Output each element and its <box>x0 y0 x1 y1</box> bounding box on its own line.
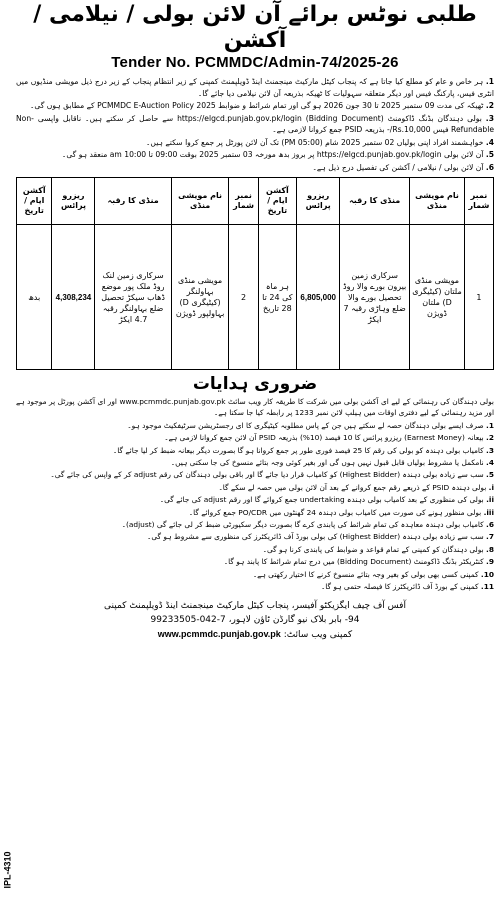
note-item <box>16 519 494 530</box>
paragraph-text: بولی دہندگان بڈنگ ڈاکومنٹ (Bidding Document) https://elgcd.punjab.gov.pk/login سے حاصل کر سکتے ہیں۔ ناقابل واپسی Non-Refundable فیس Rs.10,000/- بذریعہ PSID جمع کروانا لازمی ہے۔ <box>16 113 494 134</box>
note-number: 8. <box>486 544 494 554</box>
note-item <box>16 420 494 431</box>
table-header-cell: نمبر شمار <box>464 178 493 225</box>
note-text: بیعانہ (Earnest Money) ریزرو پرائس کا 10 فیصد (10%) بذریعہ PSID آن لائن جمع کروانا لازمی ہے۔ <box>164 433 484 443</box>
intro-paragraph <box>16 113 494 136</box>
note-number: 7. <box>486 532 494 542</box>
table-cell: 2 <box>229 225 258 370</box>
note-number: i. <box>488 482 494 492</box>
table-row <box>17 225 494 370</box>
paragraph-number: 4. <box>485 137 494 147</box>
note-number: 4. <box>486 458 494 468</box>
table-cell: 6,805,000 <box>297 225 340 370</box>
footer-address: 94- بابر بلاک نیو گارڈن ٹاؤن لاہور، 7-042-99233505 <box>150 614 360 625</box>
table-cell: مویشی منڈی ملتان (کیٹیگری D) ملتان ڈویژن <box>410 225 465 370</box>
table-header-cell: منڈی کا رقبہ <box>340 178 410 225</box>
paragraph-text: آن لائن بولی / نیلامی / آکشن کی تفصیل درج ذیل ہے۔ <box>312 162 484 172</box>
note-item <box>16 432 494 443</box>
table-cell: بدھ <box>17 225 52 370</box>
footer-office: آفس آف چیف ایگزیکٹو آفیسر، پنجاب کیٹل مارکیٹ مینجمنٹ اینڈ ڈویلپمنٹ کمپنی <box>104 600 406 611</box>
table-cell: ہر ماہ کی 24 تا 28 تاریخ <box>258 225 297 370</box>
note-number: iii. <box>483 507 494 517</box>
note-item <box>16 507 494 518</box>
table-header-cell: آکشن ایام / تاریخ <box>258 178 297 225</box>
auction-table <box>16 177 494 370</box>
footer-website-link[interactable]: www.pcmmdc.punjab.gov.pk <box>157 628 281 639</box>
note-item <box>16 581 494 592</box>
note-text: کنٹریکٹر بڈنگ ڈاکومنٹ (Bidding Document) میں درج تمام شرائط کا پابند ہو گا۔ <box>223 557 484 567</box>
table-cell: 1 <box>464 225 493 370</box>
table-cell: 4,308,234 <box>52 225 95 370</box>
footer-website-line <box>16 627 494 642</box>
note-text: سب سے زیادہ بولی دہندہ (Highest Bidder) کی بولی بورڈ آف ڈائریکٹرز کی منظوری سے مشروط ہو گی۔ <box>147 532 484 542</box>
intro-paragraph <box>16 162 494 174</box>
note-item <box>16 445 494 456</box>
intro-paragraph <box>16 149 494 161</box>
table-header-cell: ریزرو پرائس <box>52 178 95 225</box>
footer-website-label: کمپنی ویب سائٹ: <box>283 629 353 640</box>
note-number: 1. <box>486 420 494 430</box>
note-item <box>16 457 494 468</box>
table-header-cell: ریزرو پرائس <box>297 178 340 225</box>
intro-paragraphs <box>16 76 494 173</box>
paragraph-number: 6. <box>485 162 494 172</box>
note-item <box>16 544 494 555</box>
note-text: کامیاب بولی دہندہ کو بولی کی رقم کا 25 فیصد فوری طور پر جمع کروانا ہو گا بصورت دیگر بیعانہ ضبط کر لیا جائے گا۔ <box>112 445 484 455</box>
table-header-cell: نام مویشی منڈی <box>171 178 229 225</box>
note-text: کمپنی کے بورڈ آف ڈائریکٹرز کا فیصلہ حتمی ہو گا۔ <box>320 582 479 592</box>
note-number: 3. <box>486 445 494 455</box>
note-number: 11. <box>480 582 494 592</box>
table-cell: سرکاری زمین بیرون بورے والا روڈ تحصیل بورے والا ضلع وہاڑی رقبہ 7 ایکڑ <box>340 225 410 370</box>
table-header-row <box>17 178 494 225</box>
note-text: کمپنی کسی بھی بولی کو بغیر وجہ بتائے منسوخ کرنے کا اختیار رکھتی ہے۔ <box>252 569 479 579</box>
paragraph-text: خواہشمند افراد اپنی بولیاں 02 ستمبر 2025 شام (05:00 PM) تک آن لائن پورٹل پر جمع کروا سکتے ہیں۔ <box>145 137 484 147</box>
table-header-cell: نام مویشی منڈی <box>410 178 465 225</box>
intro-paragraph <box>16 76 494 99</box>
note-item <box>16 531 494 542</box>
paragraph-number: 2. <box>485 101 494 110</box>
footer <box>16 599 494 642</box>
note-number: 9. <box>486 557 494 567</box>
note-text: سب سے زیادہ بولی دہندہ (Highest Bidder) کو کامیاب قرار دیا جائے گا اور باقی بولی دہندگان کی رقم adjust کر کے واپس کی جائے گی۔ <box>50 470 484 480</box>
note-number: 10. <box>480 569 494 579</box>
note-number: 2. <box>486 433 494 443</box>
table-header-cell: آکشن ایام / تاریخ <box>17 178 52 225</box>
note-text: نامکمل یا مشروط بولیاں قابل قبول نہیں ہوں گی اور بغیر کوئی وجہ بتائے منسوخ کی جا سکتی ہیں۔ <box>170 458 484 468</box>
note-number: 5. <box>486 470 494 480</box>
notes-intro: بولی دہندگان کی رہنمائی کے لیے ای آکشن بولی میں شرکت کا طریقہ کار ویب سائٹ www.pcmmdc.punjab.gov.pk اور ای آکشن پورٹل پر موجود ہے اور مزید رہنمائی کے لیے دفتری اوقات میں ہیلپ لائن نمبر 1233 پر رابطہ کیا جا سکتا ہے۔ <box>16 397 494 418</box>
intro-paragraph <box>16 100 494 112</box>
note-item <box>16 494 494 505</box>
paragraph-number: 5. <box>485 150 494 159</box>
note-item <box>16 569 494 580</box>
table-header-cell: منڈی کا رقبہ <box>95 178 171 225</box>
intro-paragraph <box>16 137 494 149</box>
note-text: بولی منظور ہونے کی صورت میں کامیاب بولی دہندہ 24 گھنٹوں میں PO/CDR جمع کروائے گا۔ <box>188 507 482 517</box>
table-cell: مویشی منڈی بہاولنگر (کیٹیگری D) بہاولپور ڈویژن <box>171 225 229 370</box>
note-item <box>16 482 494 493</box>
note-text: کامیاب بولی دہندہ معاہدہ کی تمام شرائط کی پابندی کرے گا بصورت دیگر سکیورٹی ضبط کر لی جائے گی (adjust)۔ <box>121 520 484 530</box>
note-item <box>16 556 494 567</box>
table-header-cell: نمبر شمار <box>229 178 258 225</box>
side-reference <box>0 830 16 910</box>
tender-number: Tender No. PCMMDC/Admin-74/2025-26 <box>111 54 399 71</box>
note-text: صرف ایسے بولی دہندگان حصہ لے سکتے ہیں جن کے پاس مطلوبہ کیٹیگری کا ای رجسٹریشن سرٹیفکیٹ موجود ہو۔ <box>127 420 484 430</box>
notes-list <box>16 396 494 593</box>
paragraph-text: آن لائن بولی https://elgcd.punjab.gov.pk/login پر بروز بدھ مورخہ 03 ستمبر 2025 بوقت 09:00 تا 10:00 am منعقد ہو گی۔ <box>61 150 484 159</box>
table-cell: سرکاری زمین لنک روڈ ملک پور موضع ڈھاب سیکڑ تحصیل ضلع بہاولنگر رقبہ 4.7 ایکڑ <box>95 225 171 370</box>
note-item <box>16 469 494 480</box>
note-text: بولی دہندہ PSID کے ذریعے رقم جمع کروانے کے بعد آن لائن بولی میں حصہ لے سکے گا۔ <box>218 482 487 492</box>
note-text: بولی دہندگان کو کمپنی کے تمام قواعد و ضوابط کی پابندی کرنا ہو گی۔ <box>262 544 484 554</box>
paragraph-number: 1. <box>485 77 495 86</box>
side-reference-text: IPL-4310 <box>3 851 13 889</box>
note-number: ii. <box>486 495 494 505</box>
notes-title: ضروری ہدایات <box>192 374 318 394</box>
notice-title: طلبی نوٹس برائے آن لائن بولی / نیلامی / آکشن <box>33 2 477 53</box>
note-text: بولی کی منظوری کے بعد کامیاب بولی دہندہ undertaking جمع کروائے گا اور رقم adjust کی جائے گی۔ <box>159 495 484 505</box>
paragraph-text: ہر خاص و عام کو مطلع کیا جاتا ہے کہ پنجاب کیٹل مارکیٹ مینجمنٹ اینڈ ڈویلپمنٹ کمپنی کے زیر انتظام پنجاب کے زیر درج ذیل مویشی منڈیوں میں انٹری فیس، پارکنگ فیس اور دیگر متعلقہ سہولیات کا ٹھیکہ بذریعہ آن لائن نیلامی دیا جائے گا۔ <box>16 77 494 98</box>
paragraph-text: ٹھیکہ کی مدت 09 ستمبر 2025 تا 30 جون 2026 ہو گی اور تمام شرائط و ضوابط PCMMDC E-Auction Policy 2025 کے مطابق ہوں گی۔ <box>29 101 484 110</box>
note-number: 6. <box>486 520 494 530</box>
paragraph-number: 3. <box>485 113 494 123</box>
